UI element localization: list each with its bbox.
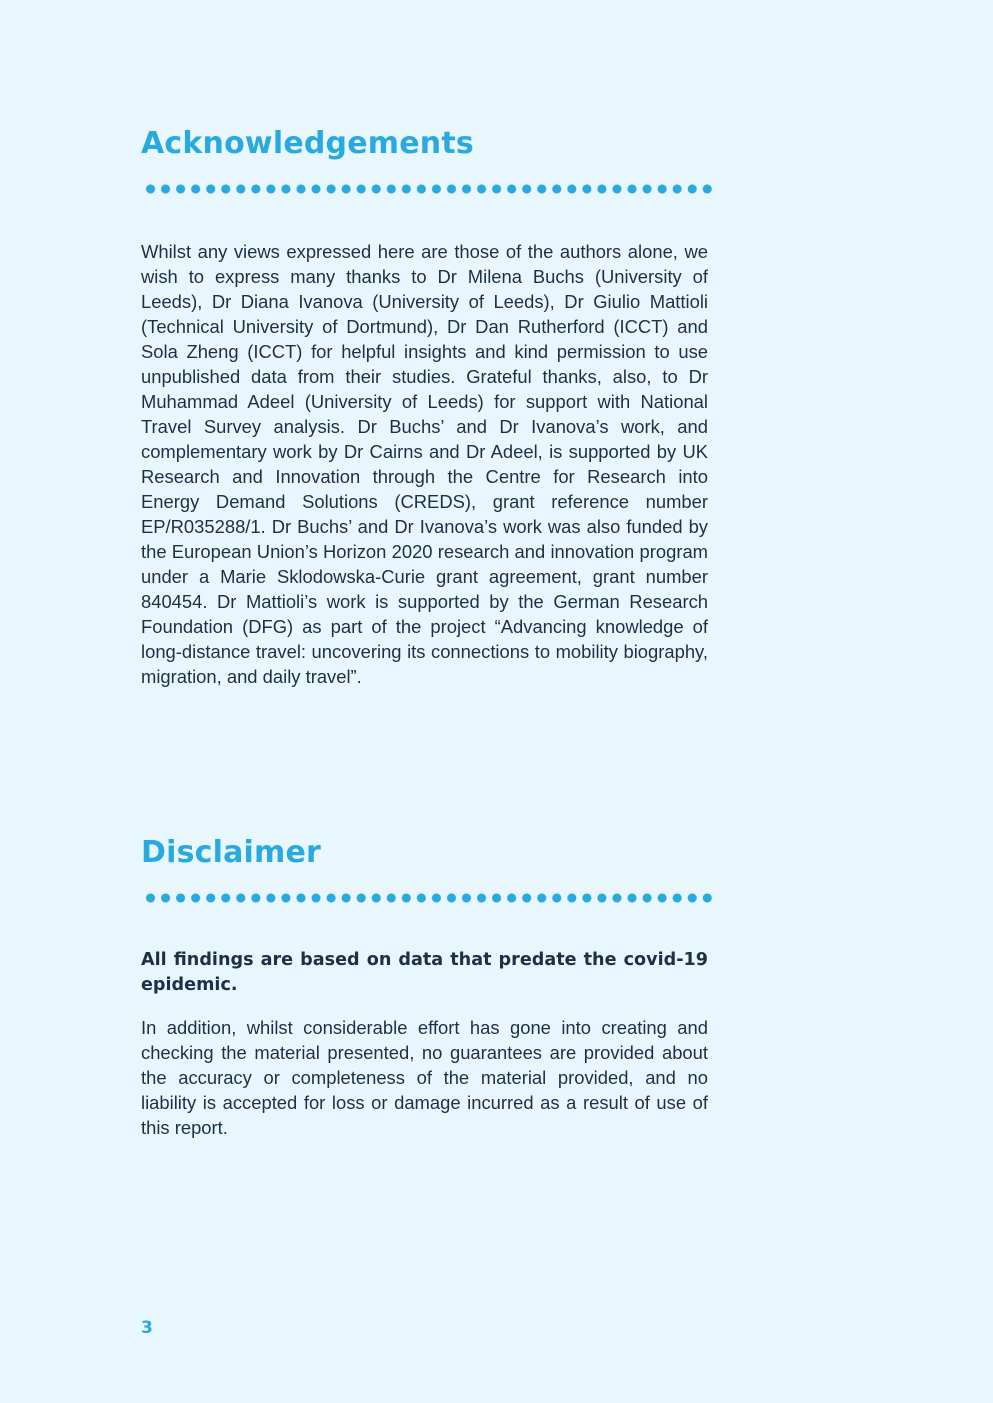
acknowledgements-heading: Acknowledgements [141, 126, 474, 161]
disclaimer-heading: Disclaimer [141, 835, 322, 870]
disclaimer-bold-statement: All findings are based on data that predate the covid-19 epidemic. [141, 950, 708, 995]
acknowledgements-dotted-divider [143, 184, 715, 194]
disclaimer-dotted-divider [143, 893, 715, 903]
page-number: 3 [141, 1318, 153, 1338]
disclaimer-body: In addition, whilst considerable effort has gone into creating and checking the material presented, no guarantees are provided about the accuracy or completeness of the material provided, and no liability is accepted for loss or damage incurred as a result of use of this report. [141, 1017, 708, 1138]
acknowledgements-body: Whilst any views expressed here are those of the authors alone, we wish to express many thanks to Dr Milena Buchs (University of Leeds), Dr Diana Ivanova (University of Leeds), Dr Giulio Mattioli (Technical University of Dortmund), Dr Dan Rutherford (ICCT) and Sola Zheng (ICCT) for helpful insights and kind permission to use unpublished data from their studies. Grateful thanks, also, to Dr Muhammad Adeel (University of Leeds) for support with National Travel Survey analysis. Dr Buchs’ and Dr Ivanova’s work, and complementary work by Dr Cairns and Dr Adeel, is supported by UK Research and Innovation through the Centre for Research into Energy Demand Solutions (CREDS), grant reference number EP/R035288/1. Dr Buchs’ and Dr Ivanova’s work was also funded by the European Union’s Horizon 2020 research and innovation program under a Marie Sklodowska-Curie grant agreement, grant number 840454. Dr Mattioli’s work is supported by the German Research Foundation (DFG) as part of the project “Advancing knowledge of long-distance travel: uncovering its connections to mobility biography, migration, and daily travel”. [141, 241, 708, 687]
